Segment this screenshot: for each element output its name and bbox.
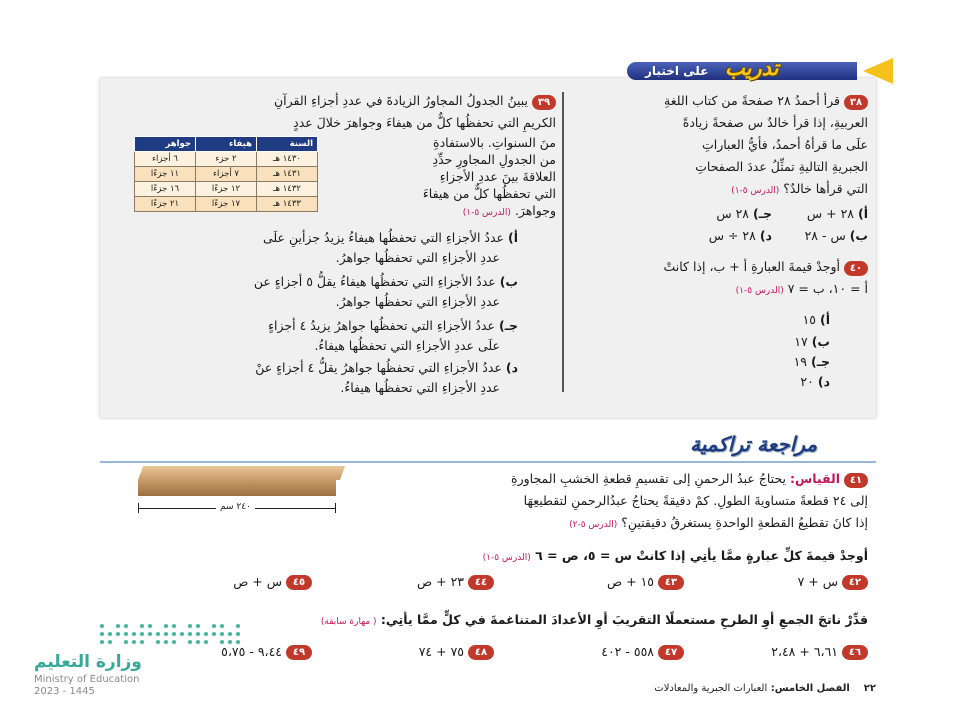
banner-arrow-icon bbox=[863, 58, 893, 84]
expression: ٩،٤٤ - ٥،٧٥ bbox=[221, 644, 283, 659]
logo-dot bbox=[100, 640, 104, 644]
question-text-line: التي قرأها خالدٌ؟ bbox=[783, 181, 868, 196]
option-text: عددُ الأجزاءِ التي تحفظُها جواهرُ يزيدُ ٤ أجزاءٍ bbox=[268, 318, 496, 333]
option-text: عددُ الأجزاءِ التي تحفظُها هيفاءُ يقلُّ ٥ أجزاءٍ عن bbox=[253, 274, 496, 289]
table-cell: ٧ أجزاء bbox=[196, 167, 257, 182]
table-cell: ٦ أجزاء bbox=[135, 152, 196, 167]
option-text: عددِ الأجزاءِ التي تحفظُها هيفاءُ. bbox=[340, 380, 500, 395]
question-text-line: العربيةِ، إذا قرأ خالدٌ س صفحةً زيادةً bbox=[682, 115, 868, 130]
question-text-line: التي تحفظُها كلٌّ من هيفاءَ bbox=[422, 186, 556, 201]
logo-dot bbox=[172, 640, 176, 644]
question-text-line: أ = ١٠، ب = ٧ bbox=[787, 281, 868, 296]
table-cell: ٢١ جزءًا bbox=[135, 197, 196, 212]
question-number-badge: ٤١ bbox=[844, 473, 868, 488]
answer-option[interactable] bbox=[98, 272, 518, 312]
table-cell: ١١ جزءًا bbox=[135, 167, 196, 182]
table-row bbox=[135, 197, 318, 212]
eval-item[interactable] bbox=[374, 574, 494, 590]
option-text: س - ٢٨ bbox=[804, 228, 846, 243]
table-cell: ١٤٣٣ هـ bbox=[257, 197, 318, 212]
logo-dot bbox=[196, 632, 200, 636]
logo-dot bbox=[164, 632, 168, 636]
option-text: ٢٠ bbox=[800, 374, 814, 389]
option-text: عددِ الأجزاءِ التي تحفظُها جواهرُ. bbox=[335, 294, 500, 309]
question-text-line: منَ السنواتِ. بالاستفادةِ bbox=[433, 135, 556, 150]
question-text-line: وجواهرَ. bbox=[514, 203, 556, 218]
question-number-badge: ٤٧ bbox=[658, 645, 684, 660]
table-cell: ١٢ جزءًا bbox=[196, 182, 257, 197]
table-cell: ١٤٣١ هـ bbox=[257, 167, 318, 182]
question-text-line: يبينُ الجدولُ المجاورُ الزيادةَ في عددِ أجزاءِ القرآنِ bbox=[274, 93, 529, 108]
logo-year: 2023 - 1445 bbox=[34, 686, 95, 697]
question-number-badge: ٤٤ bbox=[468, 575, 494, 590]
expression: س + ص bbox=[233, 574, 283, 589]
question-text-line: يحتاجُ عبدُ الرحمنِ إلى تقسيمِ قطعةِ الخشبِ المجاورةِ bbox=[511, 471, 786, 486]
estimate-item[interactable] bbox=[554, 644, 684, 660]
table-cell: ٢ جزء bbox=[196, 152, 257, 167]
page-number: ٢٢ bbox=[863, 683, 876, 694]
question-40 bbox=[558, 256, 868, 302]
logo-dot bbox=[156, 640, 160, 644]
banner-word: تدريب bbox=[725, 56, 779, 80]
logo-dot bbox=[236, 640, 240, 644]
logo-dot bbox=[116, 624, 120, 628]
logo-arabic-text: وزارة التعليم bbox=[34, 652, 142, 672]
logo-dot bbox=[172, 624, 176, 628]
answer-option[interactable] bbox=[750, 334, 830, 349]
estimate-item[interactable] bbox=[738, 644, 868, 660]
eval-item[interactable] bbox=[564, 574, 684, 590]
option-label: جـ) bbox=[499, 318, 518, 333]
question-text-line: إذا كانَ تقطيعُ القطعةِ الواحدةِ يستغرقُ دقيقتينِ؟ bbox=[621, 515, 868, 530]
option-text: ٢٨ ÷ س bbox=[708, 228, 756, 243]
question-text-line: الجبريةِ التاليةِ تمثِّلُ عددَ الصفحاتِ bbox=[695, 159, 868, 174]
option-label: ب) bbox=[499, 274, 518, 289]
question-text-line: قرأ أحمدُ ٢٨ صفحةً من كتاب اللغةِ bbox=[664, 93, 841, 108]
skill-reference: ( مهارة سابقة) bbox=[320, 617, 377, 627]
question-text-line: إلى ٢٤ قطعةً متساويةَ الطولِ. كمْ دقيقةً يحتاجُ عبدُالرحمنِ لتقطيعِهَا bbox=[523, 493, 868, 508]
wood-board-top bbox=[138, 466, 345, 480]
answer-option[interactable] bbox=[98, 228, 518, 268]
expression: ٧٥ + ٧٤ bbox=[418, 644, 465, 659]
banner-label: على اختبار bbox=[645, 64, 709, 78]
data-table bbox=[134, 136, 318, 212]
logo-english-text: Ministry of Education bbox=[34, 674, 140, 685]
logo-dot bbox=[140, 640, 144, 644]
logo-dot bbox=[204, 640, 208, 644]
option-text: علَى عددِ الأجزاءِ التي تحفظُها هيفاءُ. bbox=[314, 338, 500, 353]
option-label: د) bbox=[505, 360, 518, 375]
section-divider bbox=[100, 461, 876, 463]
lesson-reference: (الدرس ٥-١) bbox=[462, 208, 511, 218]
table-row bbox=[135, 167, 318, 182]
answer-option[interactable] bbox=[682, 228, 772, 243]
logo-dot bbox=[148, 624, 152, 628]
answer-option[interactable] bbox=[750, 312, 830, 327]
question-number-badge: ٤٦ bbox=[842, 645, 868, 660]
practice-banner bbox=[627, 58, 893, 84]
table-header-row bbox=[135, 137, 318, 152]
question-text-line: الكريمِ التي تحفظُها كلٌّ من هيفاءَ وجواهرَ خلالَ عددٍ bbox=[293, 115, 556, 130]
logo-dot bbox=[124, 640, 128, 644]
dimension-cap bbox=[138, 503, 139, 513]
option-text: ١٧ bbox=[794, 334, 808, 349]
logo-dot bbox=[212, 632, 216, 636]
logo-dot bbox=[148, 632, 152, 636]
page-footer bbox=[520, 683, 876, 694]
logo-dot bbox=[220, 632, 224, 636]
option-text: ٢٨ + س bbox=[806, 206, 854, 221]
logo-dot bbox=[188, 632, 192, 636]
logo-dot bbox=[204, 632, 208, 636]
logo-dot bbox=[188, 640, 192, 644]
table-header: جواهر bbox=[135, 137, 196, 152]
logo-dot bbox=[164, 640, 168, 644]
option-label: أ) bbox=[820, 312, 830, 327]
logo-dot bbox=[180, 632, 184, 636]
chapter-label: الفصل الخامس: bbox=[770, 683, 850, 694]
ministry-logo-icon bbox=[100, 624, 250, 648]
option-text: عددُ الأجزاءِ التي تحفظُها هيفاءُ يزيدُ جزأينِ علَى bbox=[262, 230, 505, 245]
estimate-instruction bbox=[168, 612, 868, 627]
expression: ١٥ + ص bbox=[607, 574, 655, 589]
logo-dot bbox=[140, 624, 144, 628]
option-label: د) bbox=[759, 228, 772, 243]
expression: س + ٧ bbox=[797, 574, 839, 589]
question-39 bbox=[116, 90, 556, 134]
logo-dot bbox=[140, 632, 144, 636]
table-row bbox=[135, 182, 318, 197]
question-38 bbox=[558, 90, 868, 202]
table-cell: ١٤٣٢ هـ bbox=[257, 182, 318, 197]
logo-dot bbox=[236, 632, 240, 636]
logo-dot bbox=[132, 632, 136, 636]
option-label: أ) bbox=[858, 206, 868, 221]
answer-option[interactable] bbox=[778, 228, 868, 243]
question-number-badge: ٣٩ bbox=[532, 95, 556, 110]
expression: ٦،٦١ + ٢،٤٨ bbox=[771, 644, 839, 659]
lesson-reference: (الدرس ٥-١) bbox=[731, 186, 780, 196]
logo-dot bbox=[116, 632, 120, 636]
estimate-item[interactable] bbox=[364, 644, 494, 660]
question-text-line: علَى ما قرأهُ أحمدُ، فأيُّ العباراتِ bbox=[701, 137, 868, 152]
question-41 bbox=[368, 468, 868, 536]
board-dimension bbox=[138, 500, 336, 510]
instruction-text: أوجدْ قيمةَ كلِّ عبارةٍ ممَّا يأتِي إذا كانتْ س = ٥، ص = ٦ bbox=[535, 548, 868, 563]
answer-option[interactable] bbox=[750, 354, 830, 369]
logo-dot bbox=[188, 624, 192, 628]
logo-dot bbox=[196, 624, 200, 628]
logo-dot bbox=[132, 640, 136, 644]
logo-dot bbox=[228, 640, 232, 644]
question-number-badge: ٣٨ bbox=[844, 95, 868, 110]
question-number-badge: ٤٨ bbox=[468, 645, 494, 660]
logo-dot bbox=[124, 632, 128, 636]
question-number-badge: ٤٠ bbox=[844, 261, 868, 276]
logo-dot bbox=[108, 640, 112, 644]
logo-dot bbox=[164, 624, 168, 628]
section-title: مراجعة تراكمية bbox=[690, 432, 818, 456]
lesson-reference: (الدرس ٥-١) bbox=[482, 553, 531, 563]
option-label: أ) bbox=[508, 230, 518, 245]
table-row bbox=[135, 152, 318, 167]
table-cell: ١٧ جزءًا bbox=[196, 197, 257, 212]
table-cell: ١٦ جزءًا bbox=[135, 182, 196, 197]
logo-dot bbox=[196, 640, 200, 644]
logo-dot bbox=[220, 640, 224, 644]
question-text-line: من الجدولِ المجاورِ حدِّدِ bbox=[432, 152, 556, 167]
logo-dot bbox=[172, 632, 176, 636]
question-39-side-text bbox=[396, 134, 556, 222]
option-text: عددِ الأجزاءِ التي تحفظُها جواهرُ. bbox=[335, 250, 500, 265]
option-label: د) bbox=[817, 374, 830, 389]
lesson-reference: (الدرس ٥-١) bbox=[735, 286, 784, 296]
eval-item[interactable] bbox=[192, 574, 312, 590]
table-cell: ١٤٣٠ هـ bbox=[257, 152, 318, 167]
dimension-cap bbox=[335, 503, 336, 513]
logo-dot bbox=[156, 632, 160, 636]
answer-option[interactable] bbox=[98, 358, 518, 398]
answer-option[interactable] bbox=[98, 316, 518, 356]
eval-instruction bbox=[168, 548, 868, 563]
question-text-line: أوجدْ قيمةَ العبارةِ أ + ب، إذا كانتْ bbox=[663, 259, 841, 274]
logo-dot bbox=[100, 632, 104, 636]
answer-option[interactable] bbox=[778, 206, 868, 221]
eval-item[interactable] bbox=[748, 574, 868, 590]
option-label: ب) bbox=[849, 228, 868, 243]
dimension-label: ٢٤٠ سم bbox=[216, 502, 255, 512]
logo-dot bbox=[100, 624, 104, 628]
logo-dot bbox=[108, 632, 112, 636]
answer-option[interactable] bbox=[750, 374, 830, 389]
option-label: جـ) bbox=[753, 206, 772, 221]
chapter-title: العبارات الجبرية والمعادلات bbox=[654, 683, 768, 694]
option-text: ١٩ bbox=[793, 354, 807, 369]
table-header: السنة bbox=[257, 137, 318, 152]
answer-option[interactable] bbox=[682, 206, 772, 221]
question-label: القياس: bbox=[789, 471, 841, 486]
instruction-text: قدِّرْ ناتجَ الجمعِ أوِ الطرحِ مستعملًا التقريبَ أوِ الأعدادَ المتناغمةَ في كلٍّ ممَّا يأتِي: bbox=[380, 612, 868, 627]
logo-dot bbox=[220, 624, 224, 628]
option-text: ٢٨ س bbox=[716, 206, 749, 221]
question-text-line: العلاقةَ بينَ عددِ الأجزاءِ bbox=[439, 169, 556, 184]
lesson-reference: (الدرس ٥-٢) bbox=[569, 520, 618, 530]
option-label: جـ) bbox=[811, 354, 830, 369]
logo-dot bbox=[212, 624, 216, 628]
table-header: هيفاء bbox=[196, 137, 257, 152]
expression: ٥٥٨ - ٤٠٢ bbox=[601, 644, 655, 659]
option-label: ب) bbox=[811, 334, 830, 349]
option-text: ١٥ bbox=[802, 312, 816, 327]
option-text: عددُ الأجزاءِ التي تحفظُها جواهرُ يقلُّ ٤ أجزاءٍ عنْ bbox=[255, 360, 502, 375]
question-number-badge: ٤٢ bbox=[842, 575, 868, 590]
question-number-badge: ٤٩ bbox=[286, 645, 312, 660]
wood-board-image bbox=[138, 480, 336, 496]
logo-dot bbox=[124, 624, 128, 628]
expression: ٢٣ + ص bbox=[417, 574, 465, 589]
logo-dot bbox=[236, 624, 240, 628]
question-number-badge: ٤٣ bbox=[658, 575, 684, 590]
question-number-badge: ٤٥ bbox=[286, 575, 312, 590]
logo-dot bbox=[228, 632, 232, 636]
